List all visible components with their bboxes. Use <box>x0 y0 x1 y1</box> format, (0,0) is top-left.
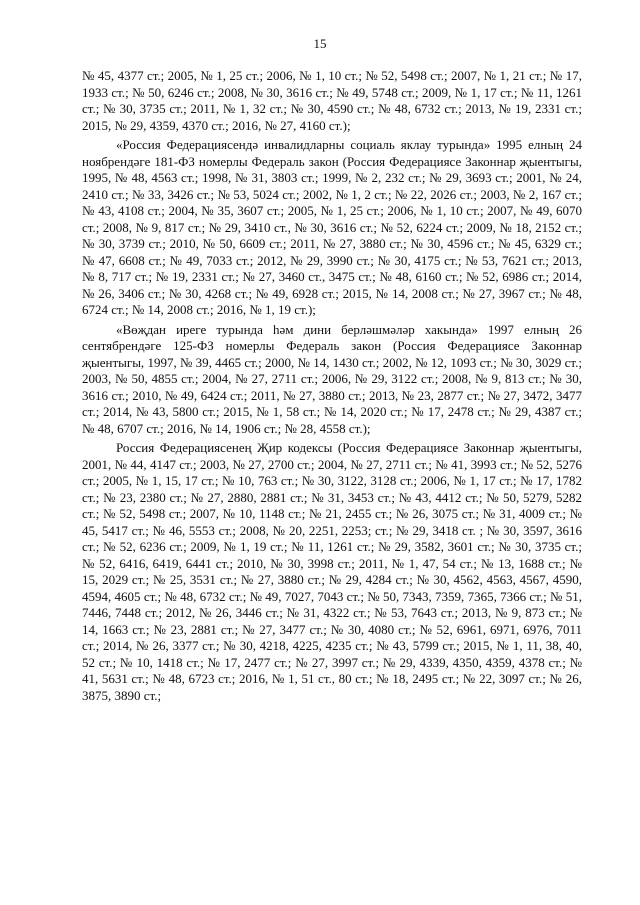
paragraph-social-protection-law: «Россия Федерациясендә инвалидларны социаль яклау турында» 1995 елның 24 ноябрендәге 181-ФЗ номерлы Федераль закон (Россия Федерациясе Законнар җыентыгы, 1995, № 48, 4563 ст.; 1998, № 31, 3803 ст.; 1999, № 2, 232 ст.; № 29, 3693 ст.; 2001, № 24, 2410 ст.; № 33, 3426 ст.; № 53, 5024 ст.; 2002, № 1, 2 ст.; № 22, 2026 ст.; 2003, № 2, 167 ст.; № 43, 4108 ст.; 2004, № 35, 3607 ст.; 2005, № 1, 25 ст.; 2006, № 1, 10 ст.; 2007, № 49, 6070 ст.; 2008, № 9, 817 ст.; № 29, 3410 ст., № 30, 3616 ст.; № 52, 6224 ст.; 2009, № 18, 2152 ст.; № 30, 3739 ст.; 2010, № 50, 6609 ст.; 2011, № 27, 3880 ст.; № 30, 4596 ст.; № 45, 6329 ст.; № 47, 6608 ст.; № 49, 7033 ст.; 2012, № 29, 3990 ст.; № 30, 4175 ст.; № 53, 7621 ст.; 2013, № 8, 717 ст.; № 19, 2331 ст.; № 27, 3460 ст., 3475 ст.; № 48, 6160 ст.; № 52, 6986 ст.; 2014, № 26, 3406 ст.; № 30, 4268 ст.; № 49, 6928 ст.; 2015, № 14, 2008 ст.; № 27, 3967 ст.; № 48, 6724 ст.; № 14, 2008 ст.; 2016, № 1, 19 ст.); <box>82 137 582 317</box>
paragraph-land-code: Россия Федерациясенең Җир кодексы (Россия Федерациясе Законнар җыентыгы, 2001, № 44, 4147 ст.; 2003, № 27, 2700 ст.; 2004, № 27, 2711 ст.; № 41, 3993 ст.; № 52, 5276 ст.; 2005, № 1, 15, 17 ст.; № 10, 763 ст.; № 30, 3122, 3128 ст.; 2006, № 1, 17 ст.; № 17, 1782 ст.; № 23, 2380 ст.; № 27, 2880, 2881 ст.; № 31, 3453 ст.; № 43, 4412 ст.; № 50, 5279, 5282 ст.; № 52, 5498 ст.; 2007, № 10, 1148 ст.; № 21, 2455 ст.; № 26, 3075 ст.; № 31, 4009 ст.; № 45, 5417 ст.; № 46, 5553 ст.; 2008, № 20, 2251, 2253; ст.; № 29, 3418 ст. ; № 30, 3597, 3616 ст.; № 52, 6236 ст.; 2009, № 1, 19 ст.; № 11, 1261 ст.; № 29, 3582, 3601 ст.; № 30, 3735 ст.; № 52, 6416, 6419, 6441 ст.; 2010, № 30, 3998 ст.; 2011, № 1, 47, 54 ст.; № 13, 1688 ст.; № 15, 2029 ст.; № 25, 3531 ст.; № 27, 3880 ст.; № 29, 4284 ст.; № 30, 4562, 4563, 4567, 4590, 4594, 4605 ст.; № 48, 6732 ст.; № 49, 7027, 7043 ст.; № 50, 7343, 7359, 7365, 7366 ст.; № 51, 7446, 7448 ст.; 2012, № 26, 3446 ст.; № 31, 4322 ст.; № 53, 7643 ст.; 2013, № 9, 873 ст.; № 14, 1663 ст.; № 23, 2881 ст.; № 27, 3477 ст.; № 30, 4080 ст.; № 52, 6961, 6971, 6976, 7011 ст.; 2014, № 26, 3377 ст.; № 30, 4218, 4225, 4235 ст.; № 43, 5799 ст.; 2015, № 1, 11, 38, 40, 52 ст.; № 10, 1418 ст.; № 17, 2477 ст.; № 27, 3997 ст.; № 29, 4339, 4350, 4359, 4378 ст.; № 41, 5631 ст.; № 48, 6723 ст.; 2016, № 1, 51 ст., 80 ст.; № 18, 2495 ст.; № 22, 3097 ст.; № 26, 3875, 3890 ст.; <box>82 440 582 703</box>
page-number: 15 <box>313 36 327 51</box>
document-body <box>82 68 582 707</box>
paragraph-conscience-law: «Вөҗдан иреге турында һәм дини берләшмәләр хакында» 1997 елның 26 сентябрендәге 125-ФЗ номерлы Федераль закон (Россия Федерациясе Законнар җыентыгы, 1997, № 39, 4465 ст.; 2000, № 14, 1430 ст.; 2002, № 12, 1093 ст.; № 30, 3029 ст.; 2003, № 50, 4855 ст.; 2004, № 27, 2711 ст.; 2006, № 29, 3122 ст.; 2008, № 9, 813 ст.; № 30, 3616 ст.; 2010, № 49, 6424 ст.; 2011, № 27, 3880 ст.; 2013, № 23, 2877 ст.; № 27, 3472, 3477 ст.; 2014, № 43, 5800 ст.; 2015, № 1, 58 ст.; № 14, 2020 ст.; № 17, 2478 ст.; № 29, 4387 ст.; № 48, 6707 ст.; 2016, № 14, 1906 ст.; № 28, 4558 ст.); <box>82 321 582 436</box>
paragraph-continuation: № 45, 4377 ст.; 2005, № 1, 25 ст.; 2006, № 1, 10 ст.; № 52, 5498 ст.; 2007, № 1, 21 ст.; № 17, 1933 ст.; № 50, 6246 ст.; 2008, № 30, 3616 ст.; № 49, 5748 ст.; 2009, № 1, 17 ст.; № 11, 1261 ст.; № 30, 3735 ст.; 2011, № 1, 32 ст.; № 30, 4590 ст.; № 48, 6732 ст.; 2013, № 19, 2331 ст.; 2015, № 29, 4359, 4370 ст.; 2016, № 27, 4160 ст.); <box>82 68 582 133</box>
